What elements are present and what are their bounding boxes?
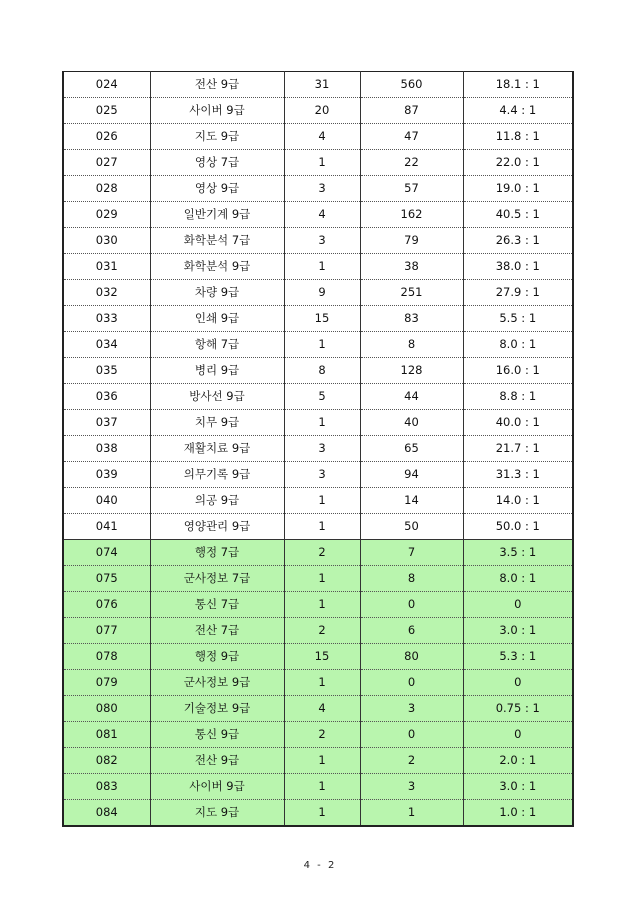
row-title: 군사정보 7급 bbox=[150, 566, 284, 592]
row-applicants: 83 bbox=[360, 306, 463, 332]
row-code: 029 bbox=[63, 202, 150, 228]
row-positions: 1 bbox=[284, 488, 360, 514]
row-applicants: 44 bbox=[360, 384, 463, 410]
table-row bbox=[63, 618, 573, 644]
row-title: 차량 9급 bbox=[150, 280, 284, 306]
row-applicants: 50 bbox=[360, 514, 463, 540]
row-code: 035 bbox=[63, 358, 150, 384]
row-applicants: 8 bbox=[360, 566, 463, 592]
row-ratio: 4.4 : 1 bbox=[463, 98, 573, 124]
row-applicants: 87 bbox=[360, 98, 463, 124]
row-code: 031 bbox=[63, 254, 150, 280]
row-ratio: 19.0 : 1 bbox=[463, 176, 573, 202]
table-row bbox=[63, 332, 573, 358]
row-applicants: 57 bbox=[360, 176, 463, 202]
competition-rate-table bbox=[62, 71, 574, 827]
row-positions: 5 bbox=[284, 384, 360, 410]
row-applicants: 80 bbox=[360, 644, 463, 670]
row-positions: 3 bbox=[284, 462, 360, 488]
row-applicants: 40 bbox=[360, 410, 463, 436]
row-code: 076 bbox=[63, 592, 150, 618]
row-positions: 3 bbox=[284, 228, 360, 254]
row-code: 080 bbox=[63, 696, 150, 722]
row-title: 의무기록 9급 bbox=[150, 462, 284, 488]
table-row bbox=[63, 228, 573, 254]
row-code: 030 bbox=[63, 228, 150, 254]
row-title: 인쇄 9급 bbox=[150, 306, 284, 332]
row-ratio: 21.7 : 1 bbox=[463, 436, 573, 462]
row-ratio: 27.9 : 1 bbox=[463, 280, 573, 306]
row-code: 077 bbox=[63, 618, 150, 644]
row-code: 078 bbox=[63, 644, 150, 670]
row-applicants: 3 bbox=[360, 696, 463, 722]
row-applicants: 162 bbox=[360, 202, 463, 228]
table-row bbox=[63, 644, 573, 670]
table-row bbox=[63, 436, 573, 462]
row-positions: 9 bbox=[284, 280, 360, 306]
row-applicants: 38 bbox=[360, 254, 463, 280]
row-applicants: 1 bbox=[360, 800, 463, 827]
row-code: 024 bbox=[63, 72, 150, 98]
table-row bbox=[63, 150, 573, 176]
row-ratio: 2.0 : 1 bbox=[463, 748, 573, 774]
table-row bbox=[63, 358, 573, 384]
row-positions: 2 bbox=[284, 618, 360, 644]
row-ratio: 1.0 : 1 bbox=[463, 800, 573, 827]
row-applicants: 560 bbox=[360, 72, 463, 98]
table-row bbox=[63, 280, 573, 306]
table-row bbox=[63, 488, 573, 514]
row-ratio: 14.0 : 1 bbox=[463, 488, 573, 514]
row-applicants: 128 bbox=[360, 358, 463, 384]
row-ratio: 16.0 : 1 bbox=[463, 358, 573, 384]
table-row bbox=[63, 98, 573, 124]
row-title: 영상 9급 bbox=[150, 176, 284, 202]
row-ratio: 3.0 : 1 bbox=[463, 774, 573, 800]
row-applicants: 0 bbox=[360, 670, 463, 696]
table-row bbox=[63, 592, 573, 618]
table-row bbox=[63, 124, 573, 150]
row-applicants: 251 bbox=[360, 280, 463, 306]
row-title: 화학분석 9급 bbox=[150, 254, 284, 280]
row-code: 036 bbox=[63, 384, 150, 410]
row-code: 026 bbox=[63, 124, 150, 150]
row-positions: 3 bbox=[284, 176, 360, 202]
row-positions: 15 bbox=[284, 644, 360, 670]
row-ratio: 8.8 : 1 bbox=[463, 384, 573, 410]
row-code: 083 bbox=[63, 774, 150, 800]
row-applicants: 2 bbox=[360, 748, 463, 774]
row-applicants: 22 bbox=[360, 150, 463, 176]
row-code: 025 bbox=[63, 98, 150, 124]
row-title: 전산 9급 bbox=[150, 748, 284, 774]
row-ratio: 18.1 : 1 bbox=[463, 72, 573, 98]
row-title: 영양관리 9급 bbox=[150, 514, 284, 540]
row-positions: 1 bbox=[284, 592, 360, 618]
row-title: 항해 7급 bbox=[150, 332, 284, 358]
row-positions: 1 bbox=[284, 410, 360, 436]
row-title: 전산 9급 bbox=[150, 72, 284, 98]
row-ratio: 5.5 : 1 bbox=[463, 306, 573, 332]
table-row bbox=[63, 800, 573, 827]
row-title: 행정 9급 bbox=[150, 644, 284, 670]
table-row bbox=[63, 566, 573, 592]
row-code: 081 bbox=[63, 722, 150, 748]
row-ratio: 31.3 : 1 bbox=[463, 462, 573, 488]
row-code: 027 bbox=[63, 150, 150, 176]
row-code: 084 bbox=[63, 800, 150, 827]
row-ratio: 11.8 : 1 bbox=[463, 124, 573, 150]
row-title: 재활치료 9급 bbox=[150, 436, 284, 462]
row-title: 방사선 9급 bbox=[150, 384, 284, 410]
row-ratio: 8.0 : 1 bbox=[463, 332, 573, 358]
table-row bbox=[63, 774, 573, 800]
row-code: 039 bbox=[63, 462, 150, 488]
row-ratio: 0 bbox=[463, 722, 573, 748]
row-positions: 1 bbox=[284, 566, 360, 592]
row-code: 028 bbox=[63, 176, 150, 202]
row-title: 사이버 9급 bbox=[150, 774, 284, 800]
row-title: 통신 7급 bbox=[150, 592, 284, 618]
row-positions: 1 bbox=[284, 800, 360, 827]
row-applicants: 8 bbox=[360, 332, 463, 358]
row-title: 의공 9급 bbox=[150, 488, 284, 514]
row-positions: 1 bbox=[284, 774, 360, 800]
row-positions: 20 bbox=[284, 98, 360, 124]
row-title: 치무 9급 bbox=[150, 410, 284, 436]
competition-rate-table-container bbox=[62, 71, 572, 827]
row-applicants: 94 bbox=[360, 462, 463, 488]
row-code: 041 bbox=[63, 514, 150, 540]
table-row bbox=[63, 176, 573, 202]
row-positions: 1 bbox=[284, 670, 360, 696]
row-code: 037 bbox=[63, 410, 150, 436]
row-positions: 4 bbox=[284, 696, 360, 722]
row-title: 지도 9급 bbox=[150, 800, 284, 827]
table-body bbox=[63, 72, 573, 827]
row-positions: 31 bbox=[284, 72, 360, 98]
row-positions: 1 bbox=[284, 514, 360, 540]
row-title: 영상 7급 bbox=[150, 150, 284, 176]
row-positions: 2 bbox=[284, 722, 360, 748]
row-ratio: 26.3 : 1 bbox=[463, 228, 573, 254]
table-row bbox=[63, 410, 573, 436]
row-positions: 1 bbox=[284, 150, 360, 176]
row-applicants: 7 bbox=[360, 540, 463, 566]
page-number: 4 - 2 bbox=[303, 860, 337, 871]
row-title: 전산 7급 bbox=[150, 618, 284, 644]
row-code: 032 bbox=[63, 280, 150, 306]
row-code: 038 bbox=[63, 436, 150, 462]
row-title: 사이버 9급 bbox=[150, 98, 284, 124]
row-title: 일반기계 9급 bbox=[150, 202, 284, 228]
row-title: 지도 9급 bbox=[150, 124, 284, 150]
row-ratio: 0.75 : 1 bbox=[463, 696, 573, 722]
table-row bbox=[63, 670, 573, 696]
row-title: 행정 7급 bbox=[150, 540, 284, 566]
row-code: 079 bbox=[63, 670, 150, 696]
table-row bbox=[63, 384, 573, 410]
row-positions: 1 bbox=[284, 748, 360, 774]
row-title: 병리 9급 bbox=[150, 358, 284, 384]
row-title: 군사정보 9급 bbox=[150, 670, 284, 696]
row-positions: 4 bbox=[284, 124, 360, 150]
row-title: 통신 9급 bbox=[150, 722, 284, 748]
table-row bbox=[63, 748, 573, 774]
row-applicants: 0 bbox=[360, 722, 463, 748]
row-code: 082 bbox=[63, 748, 150, 774]
row-applicants: 3 bbox=[360, 774, 463, 800]
table-row bbox=[63, 696, 573, 722]
row-ratio: 50.0 : 1 bbox=[463, 514, 573, 540]
table-row bbox=[63, 540, 573, 566]
table-row bbox=[63, 202, 573, 228]
row-ratio: 3.5 : 1 bbox=[463, 540, 573, 566]
row-ratio: 22.0 : 1 bbox=[463, 150, 573, 176]
table-row bbox=[63, 306, 573, 332]
table-row bbox=[63, 462, 573, 488]
row-ratio: 38.0 : 1 bbox=[463, 254, 573, 280]
row-positions: 1 bbox=[284, 332, 360, 358]
table-row bbox=[63, 72, 573, 98]
row-code: 033 bbox=[63, 306, 150, 332]
row-code: 075 bbox=[63, 566, 150, 592]
row-ratio: 40.5 : 1 bbox=[463, 202, 573, 228]
row-positions: 1 bbox=[284, 254, 360, 280]
row-positions: 3 bbox=[284, 436, 360, 462]
row-ratio: 0 bbox=[463, 670, 573, 696]
row-code: 040 bbox=[63, 488, 150, 514]
row-applicants: 47 bbox=[360, 124, 463, 150]
row-ratio: 0 bbox=[463, 592, 573, 618]
row-applicants: 79 bbox=[360, 228, 463, 254]
row-code: 074 bbox=[63, 540, 150, 566]
row-code: 034 bbox=[63, 332, 150, 358]
row-ratio: 5.3 : 1 bbox=[463, 644, 573, 670]
row-applicants: 65 bbox=[360, 436, 463, 462]
table-row bbox=[63, 254, 573, 280]
row-applicants: 0 bbox=[360, 592, 463, 618]
row-positions: 8 bbox=[284, 358, 360, 384]
table-row bbox=[63, 514, 573, 540]
row-ratio: 3.0 : 1 bbox=[463, 618, 573, 644]
row-title: 화학분석 7급 bbox=[150, 228, 284, 254]
table-row bbox=[63, 722, 573, 748]
row-positions: 4 bbox=[284, 202, 360, 228]
row-positions: 15 bbox=[284, 306, 360, 332]
row-title: 기술정보 9급 bbox=[150, 696, 284, 722]
row-ratio: 40.0 : 1 bbox=[463, 410, 573, 436]
row-applicants: 14 bbox=[360, 488, 463, 514]
row-positions: 2 bbox=[284, 540, 360, 566]
row-ratio: 8.0 : 1 bbox=[463, 566, 573, 592]
row-applicants: 6 bbox=[360, 618, 463, 644]
